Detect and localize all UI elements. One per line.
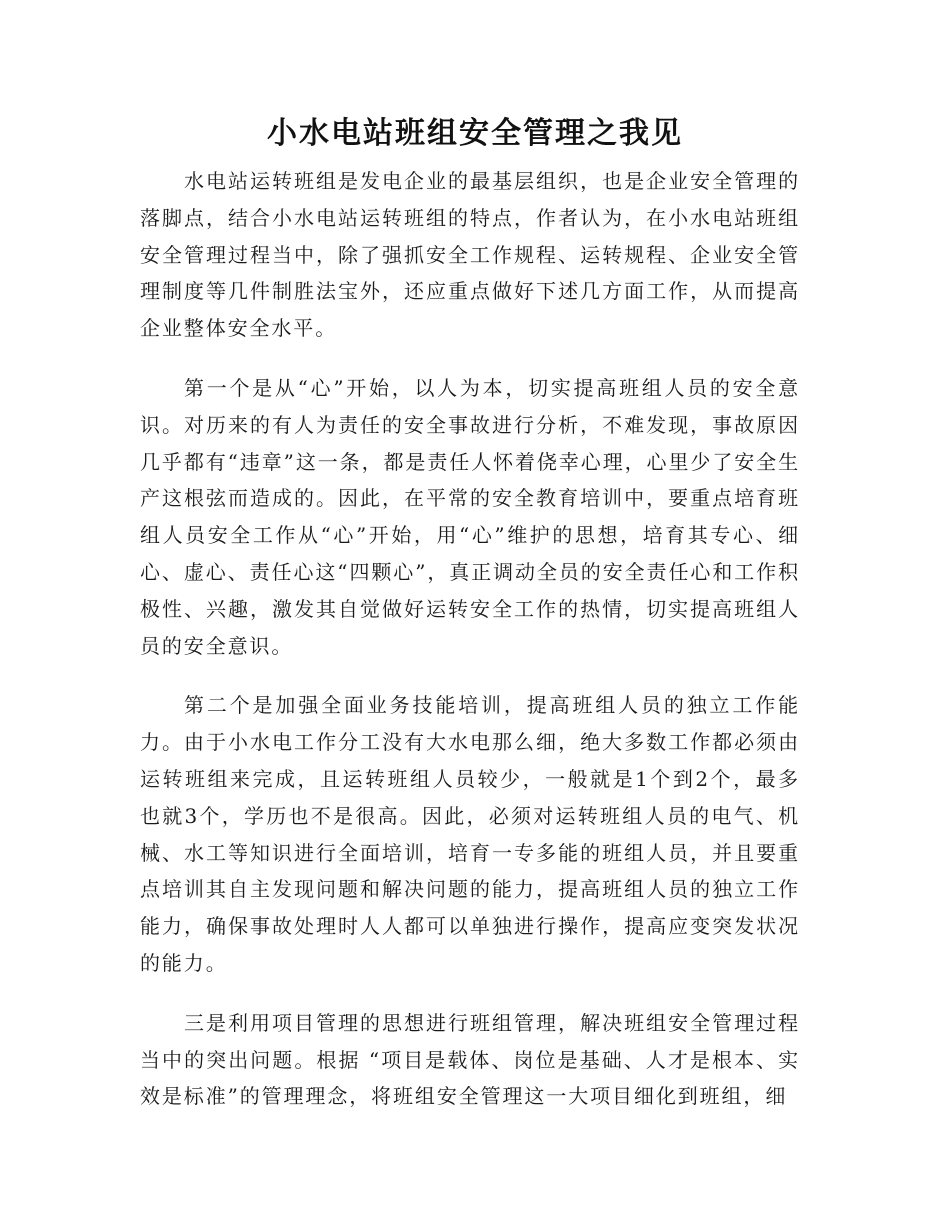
paragraph-point-three: 三是利用项目管理的思想进行班组管理，解决班组安全管理过程当中的突出问题。根据 “项目是载体、岗位是基础、人才是根本、实效是标准”的管理理念，将班组安全管理这一大项目细化到班组，细 (140, 1010, 800, 1109)
document-body (140, 163, 800, 1138)
document-title: 小水电站班组安全管理之我见 (267, 116, 683, 151)
paragraph-point-two: 第二个是加强全面业务技能培训，提高班组人员的独立工作能力。由于小水电工作分工没有大水电那么细，绝大多数工作都必须由运转班组来完成，且运转班组人员较少，一般就是1个到2个，最多也就3个，学历也不是很高。因此，必须对运转班组人员的电气、机械、水工等知识进行全面培训，培育一专多能的班组人员，并且要重点培训其自主发现问题和解决问题的能力，提高班组人员的独立工作能力，确保事故处理时人人都可以单独进行操作，提高应变突发状况的能力。 (140, 693, 800, 975)
paragraph-intro: 水电站运转班组是发电企业的最基层组织，也是企业安全管理的落脚点，结合小水电站运转班组的特点，作者认为，在小水电站班组安全管理过程当中，除了强抓安全工作规程、运转规程、企业安全管理制度等几件制胜法宝外，还应重点做好下述几方面工作，从而提高企业整体安全水平。 (140, 169, 800, 341)
paragraph-point-one: 第一个是从“心”开始，以人为本，切实提高班组人员的安全意识。对历来的有人为责任的安全事故进行分析，不难发现，事故原因几乎都有“违章”这一条，都是责任人怀着侥幸心理，心里少了安全生产这根弦而造成的。因此，在平常的安全教育培训中，要重点培育班组人员安全工作从“心”开始，用“心”维护的思想，培育其专心、细心、虚心、责任心这“四颗心”，真正调动全员的安全责任心和工作积极性、兴趣，激发其自觉做好运转安全工作的热情，切实提高班组人员的安全意识。 (140, 375, 800, 658)
